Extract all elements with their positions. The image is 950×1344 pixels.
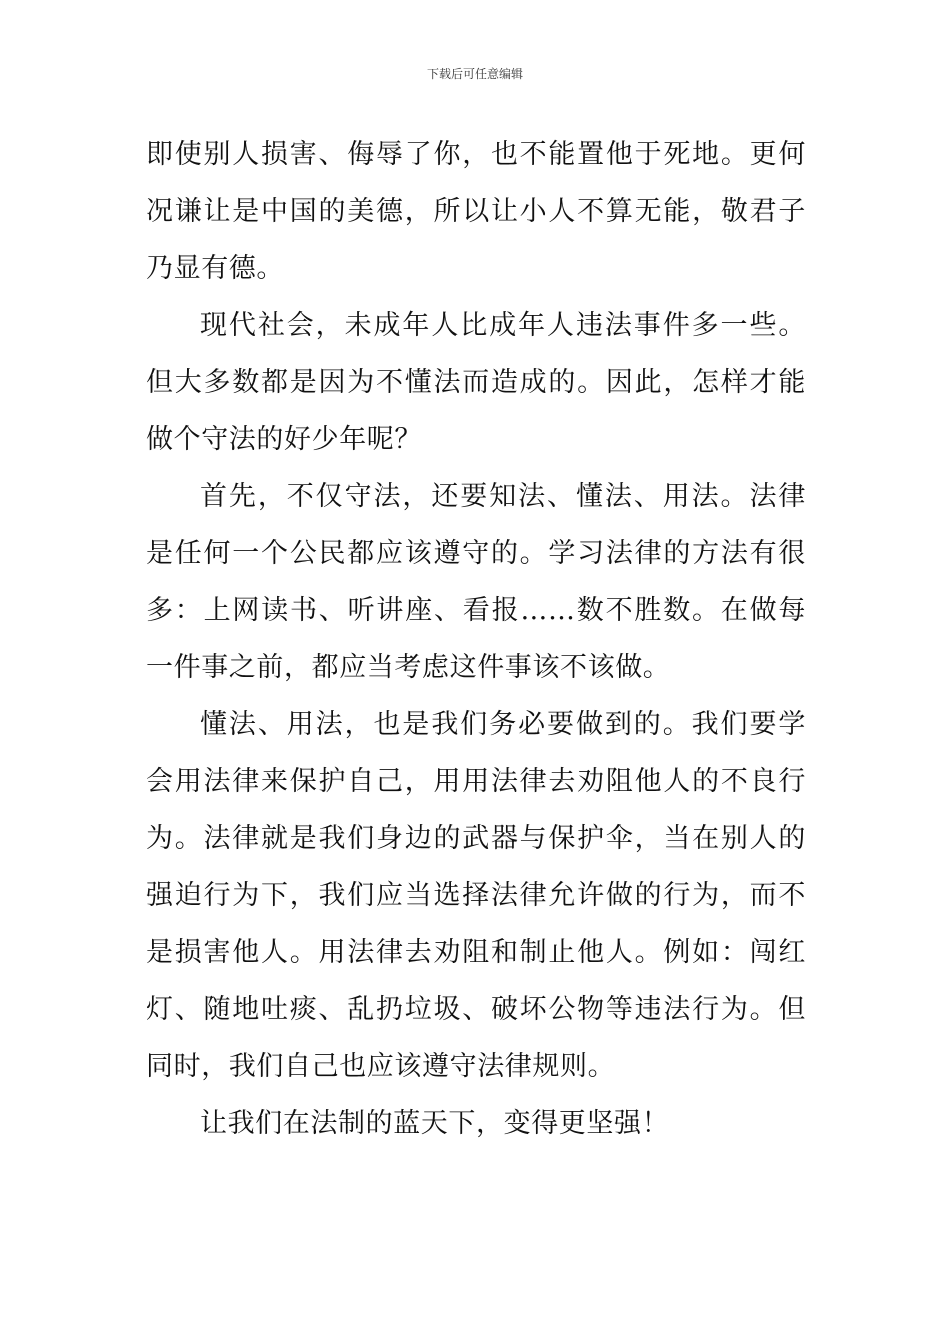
paragraph-1: 即使别人损害、侮辱了你，也不能置他于死地。更何况谦让是中国的美德，所以让小人不算无能，敬君子乃显有德。 <box>146 139 806 284</box>
paragraph-3: 首先，不仅守法，还要知法、懂法、用法。法律是任何一个公民都应该遵守的。学习法律的方法有很多：上网读书、听讲座、看报……数不胜数。在做每一件事之前，都应当考虑这件事该不该做。 <box>146 481 806 683</box>
page-header-note: 下载后可任意编辑 <box>426 67 523 81</box>
paragraph-2: 现代社会，未成年人比成年人违法事件多一些。但大多数都是因为不懂法而造成的。因此，怎样才能做个守法的好少年呢？ <box>146 310 806 455</box>
paragraph-5: 让我们在法制的蓝天下，变得更坚强！ <box>200 1108 670 1139</box>
paragraph-4: 懂法、用法，也是我们务必要做到的。我们要学会用法律来保护自己，用用法律去劝阻他人的不良行为。法律就是我们身边的武器与保护伞，当在别人的强迫行为下，我们应当选择法律允许做的行为，而不是损害他人。用法律去劝阻和制止他人。例如：闯红灯、随地吐痰、乱扔垃圾、破坏公物等违法行为。但同时，我们自己也应该遵守法律规则。 <box>146 709 806 1082</box>
document-body <box>146 126 806 1152</box>
